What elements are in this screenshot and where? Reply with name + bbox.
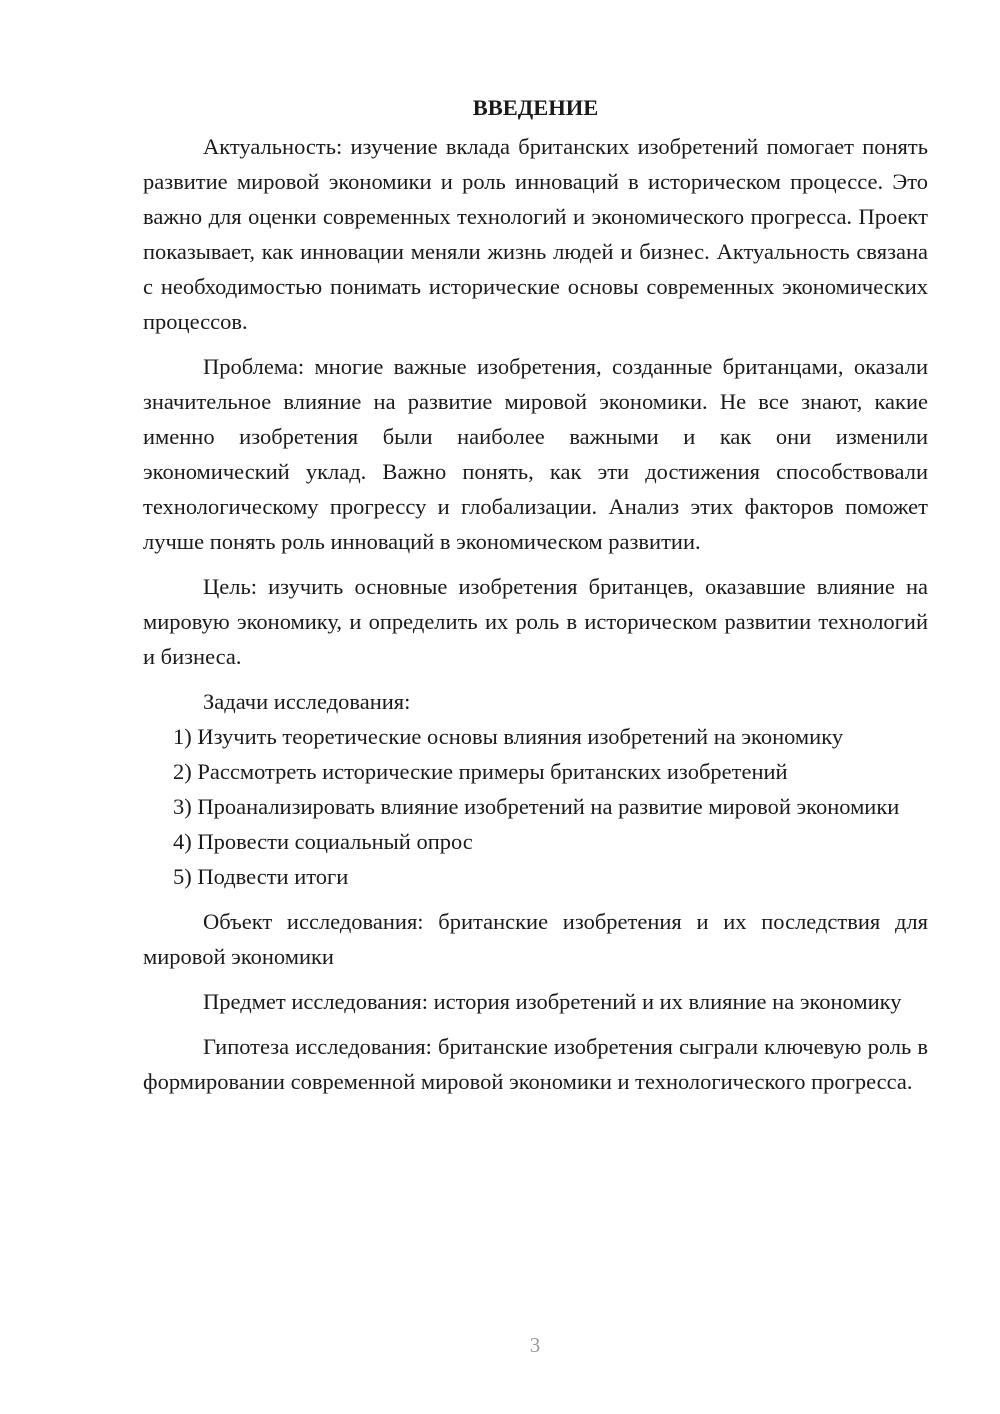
object-paragraph: Объект исследования: британские изобретения и их последствия для мировой экономики bbox=[143, 909, 928, 969]
task-item: 3) Проанализировать влияние изобретений на развитие мировой экономики bbox=[173, 794, 900, 819]
page-number: 3 bbox=[529, 1333, 541, 1357]
hypothesis-paragraph: Гипотеза исследования: британские изобретения сыграли ключевую роль в формировании современной мировой экономики и технологического прогресса. bbox=[143, 1034, 928, 1094]
document-page bbox=[143, 90, 928, 1099]
task-item: 5) Подвести итоги bbox=[173, 864, 349, 889]
problem-paragraph: Проблема: многие важные изобретения, созданные британцами, оказали значительное влияние на развитие мировой экономики. Не все знают, какие именно изобретения были наиболее важными и как они изменили экономический уклад. Важно понять, как эти достижения способствовали технологическому прогрессу и глобализации. Анализ этих факторов поможет лучше понять роль инноваций в экономическом развитии. bbox=[143, 354, 928, 554]
section-title: ВВЕДЕНИЕ bbox=[472, 95, 599, 120]
task-item: 1) Изучить теоретические основы влияния изобретений на экономику bbox=[173, 724, 844, 749]
task-item: 2) Рассмотреть исторические примеры британских изобретений bbox=[173, 759, 788, 784]
task-item: 4) Провести социальный опрос bbox=[173, 829, 473, 854]
relevance-paragraph: Актуальность: изучение вклада британских изобретений помогает понять развитие мировой экономики и роль инноваций в историческом процессе. Это важно для оценки современных технологий и экономического прогресса. Проект показывает, как инновации меняли жизнь людей и бизнес. Актуальность связана с необходимостью понимать исторические основы современных экономических процессов. bbox=[143, 134, 928, 334]
goal-paragraph: Цель: изучить основные изобретения британцев, оказавшие влияние на мировую экономику, и определить их роль в историческом развитии технологий и бизнеса. bbox=[143, 574, 928, 669]
tasks-heading: Задачи исследования: bbox=[203, 689, 411, 714]
subject-paragraph: Предмет исследования: история изобретений и их влияние на экономику bbox=[203, 989, 902, 1014]
